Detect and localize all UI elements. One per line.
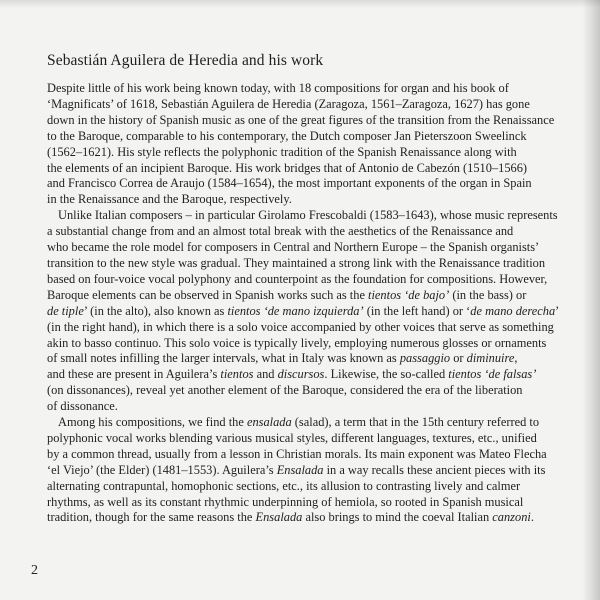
- text-run: in a way recalls these ancient pieces with its: [323, 462, 546, 477]
- text-run: of small notes infilling the larger intervals, what in Italy was known as: [47, 351, 400, 366]
- text-line: and Francisco Correa de Araujo (1584–1654), the most important exponents of the organ in Spain: [47, 176, 532, 191]
- text-line: down in the history of Spanish music as one of the great figures of the transition from the Renaissance: [47, 112, 555, 127]
- text-run: or: [450, 351, 467, 366]
- text-line: Despite little of his work being known today, with 18 compositions for organ and his book of: [47, 81, 509, 95]
- text-run: ’: [555, 303, 560, 318]
- text-run-italic: canzoni: [492, 510, 531, 525]
- text-run-italic: tientos ‘de falsas’: [448, 367, 537, 382]
- text-run: . Likewise, the so-called: [324, 367, 449, 382]
- text-line: [47, 415, 571, 431]
- text-line: ‘Magnificats’ of 1618, Sebastián Aguilera de Heredia (Zaragoza, 1561–Zaragoza, 1627) has gone: [47, 96, 530, 111]
- spine-shadow: [582, 0, 600, 600]
- text-run-italic: tientos ‘de bajo’: [368, 287, 450, 302]
- text-run: and these are present in Aguilera’s: [47, 367, 221, 382]
- text-run: Baroque elements can be observed in Spanish works such as the: [47, 287, 369, 302]
- text-line: [47, 463, 571, 479]
- page-number: 2: [31, 563, 38, 578]
- text-line: [47, 304, 571, 320]
- text-line: in the Renaissance and the Baroque, respectively.: [47, 192, 292, 207]
- text-run: also brings to mind the coeval Italian: [302, 510, 493, 525]
- text-run: Among his compositions, we find the: [58, 415, 247, 430]
- text-line: the elements of an incipient Baroque. His work bridges that of Antonio de Cabezón (1510–1566): [47, 160, 528, 175]
- text-run-italic: Ensalada: [255, 510, 303, 525]
- text-run: ,: [514, 351, 518, 366]
- text-run-italic: tientos ‘de mano izquierda’: [227, 303, 364, 318]
- text-line: polyphonic vocal works blending various musical styles, different languages, textures, etc., unified: [47, 430, 537, 445]
- text-line: (1562–1621). His style reflects the polyphonic tradition of the Spanish Renaissance along with: [47, 144, 517, 159]
- text-run: ’ (in the alto), also known as: [83, 303, 228, 318]
- text-line: rhythms, as well as its constant rhythmic underpinning of hemiola, so rooted in Spanish musical: [47, 494, 524, 509]
- text-run-italic: de tiple: [47, 303, 84, 318]
- text-line: transition to the new style was gradual. They maintained a strong link with the Renaissance tradition: [47, 255, 546, 270]
- text-run: and: [253, 367, 278, 382]
- text-run: (salad), a term that in the 15th century referred to: [291, 415, 540, 430]
- text-line: [47, 510, 571, 526]
- text-line: [47, 351, 571, 367]
- text-line: [47, 288, 571, 304]
- text-run-italic: discursos: [277, 367, 325, 382]
- page-title: Sebastián Aguilera de Heredia and his work: [47, 52, 324, 69]
- text-line: Unlike Italian composers – in particular Girolamo Frescobaldi (1583–1643), whose music represents: [58, 208, 558, 223]
- text-line: who became the role model for composers in Central and Northern Europe – the Spanish organists’: [47, 240, 540, 255]
- text-run: ‘el Viejo’ (the Elder) (1481–1553). Aguilera’s: [47, 462, 277, 477]
- text-run: (in the left hand) or ‘: [363, 303, 471, 318]
- text-line: [47, 367, 571, 383]
- text-line: (on dissonances), reveal yet another element of the Baroque, considered the era of the liberation: [47, 383, 523, 398]
- text-line: of dissonance.: [47, 399, 118, 414]
- text-line: to the Baroque, comparable to his contemporary, the Dutch composer Jan Pieterszoon Sweelinck: [47, 128, 527, 143]
- top-shadow: [0, 0, 600, 8]
- article-body: [47, 81, 571, 526]
- text-line: based on four-voice vocal polyphony and counterpoint as the foundation for compositions. However,: [47, 271, 548, 286]
- text-run-italic: tientos: [220, 367, 254, 382]
- text-run: (in the bass) or: [449, 287, 527, 302]
- text-run: tradition, though for the same reasons the: [47, 510, 256, 525]
- text-run-italic: diminuire: [466, 351, 515, 366]
- text-line: by a common thread, usually from a lesson in Christian morals. Its main exponent was Mateo Flecha: [47, 446, 547, 461]
- text-line: a substantial change from and an almost total break with the aesthetics of the Renaissance and: [47, 224, 514, 239]
- text-run-italic: ensalada: [246, 415, 292, 430]
- text-run: .: [530, 510, 534, 525]
- text-run-italic: de mano derecha: [470, 303, 556, 318]
- text-line: (in the right hand), in which there is a solo voice accompanied by other voices that serve as something: [47, 319, 554, 334]
- text-line: alternating contrapuntal, homophonic sections, etc., its allusion to contrasting lively and calmer: [47, 478, 521, 493]
- text-run-italic: Ensalada: [276, 462, 324, 477]
- text-run-italic: passaggio: [399, 351, 451, 366]
- text-line: akin to basso continuo. This solo voice is typically lively, employing numerous glosses or ornaments: [47, 335, 547, 350]
